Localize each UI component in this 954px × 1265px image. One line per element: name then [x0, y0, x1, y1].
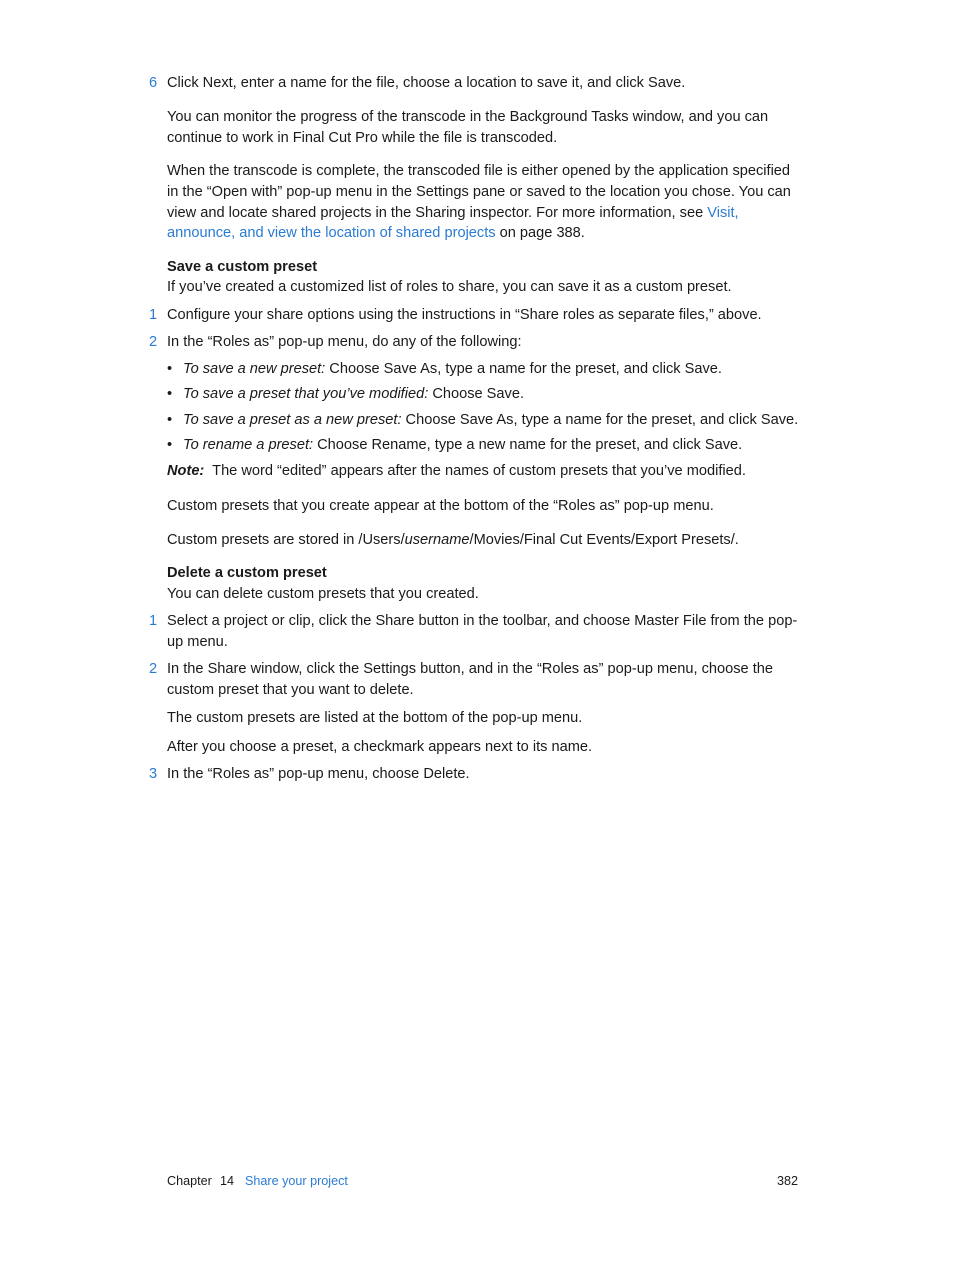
- bullet-lead: To save a preset that you’ve modified:: [183, 386, 429, 402]
- bullet-lead: To save a preset as a new preset:: [183, 412, 402, 428]
- presets-listed-paragraph: The custom presets are listed at the bottom of the pop-up menu.: [167, 710, 583, 726]
- save-preset-intro: If you’ve created a customized list of roles to share, you can save it as a custom preset.: [167, 279, 732, 295]
- delete-step-number-3: 3: [149, 766, 158, 782]
- bullet-item: [183, 384, 799, 405]
- bullet-symbol: •: [167, 437, 173, 453]
- stored-text-after: /Movies/Final Cut Events/Export Presets/.: [469, 532, 739, 548]
- footer-chapter-number: 14: [220, 1174, 235, 1188]
- delete-step-2-text: In the Share window, click the Settings button, and in the “Roles as” pop-up menu, choose the custom preset that you want to delete.: [167, 661, 774, 698]
- transcode-complete-paragraph: [167, 161, 799, 244]
- footer-page-number: 382: [777, 1174, 799, 1188]
- delete-preset-heading: Delete a custom preset: [167, 565, 327, 581]
- save-step-number-2: 2: [149, 334, 158, 350]
- presets-stored-paragraph: [167, 530, 799, 551]
- bullet-symbol: •: [167, 386, 173, 402]
- note-text: The word “edited” appears after the names of custom presets that you’ve modified.: [212, 463, 746, 479]
- save-step-number-1: 1: [149, 307, 158, 323]
- delete-preset-intro: You can delete custom presets that you created.: [167, 586, 479, 602]
- visit-announce-link[interactable]: Visit, announce, and view the location of shared projects: [167, 204, 739, 242]
- bullet-lead: To save a new preset:: [183, 361, 326, 377]
- monitor-paragraph: You can monitor the progress of the transcode in the Background Tasks window, and you can continue to work in Final Cut Pro while the file is transcoded.: [167, 109, 769, 146]
- stored-text-before: Custom presets are stored in /Users/: [167, 532, 405, 548]
- bullet-text: Choose Save.: [428, 386, 524, 402]
- bullet-symbol: •: [167, 361, 173, 377]
- delete-step-1-text: Select a project or clip, click the Share button in the toolbar, and choose Master File from the pop-up menu.: [167, 613, 798, 650]
- save-step-1-text: Configure your share options using the instructions in “Share roles as separate files,” above.: [167, 307, 762, 323]
- checkmark-paragraph: After you choose a preset, a checkmark appears next to its name.: [167, 739, 593, 755]
- bullet-text: Choose Save As, type a name for the preset, and click Save.: [325, 361, 722, 377]
- stored-username: username: [404, 532, 470, 548]
- bullet-text: Choose Save As, type a name for the preset, and click Save.: [401, 412, 799, 428]
- step-6-text: Click Next, enter a name for the file, choose a location to save it, and click Save.: [167, 75, 686, 91]
- footer-chapter-label: Chapter: [167, 1174, 212, 1188]
- bullet-symbol: •: [167, 412, 173, 428]
- note-paragraph: [167, 461, 799, 482]
- note-label: Note:: [167, 463, 205, 479]
- complete-text-before: When the transcode is complete, the transcoded file is either opened by the application specified in the “Open with” pop-up menu in the Settings pane or saved to the location you chose. You can view and locate shared projects in the Sharing inspector. For more information, see: [167, 163, 791, 221]
- delete-step-number-1: 1: [149, 613, 158, 629]
- step-number-6: 6: [149, 75, 158, 91]
- footer-chapter-link[interactable]: Share your project: [245, 1174, 348, 1188]
- complete-text-after: on page 388.: [495, 225, 585, 242]
- delete-step-number-2: 2: [149, 661, 158, 677]
- save-preset-heading: Save a custom preset: [167, 259, 318, 275]
- presets-bottom-paragraph: Custom presets that you create appear at the bottom of the “Roles as” pop-up menu.: [167, 498, 714, 514]
- bullet-lead: To rename a preset:: [183, 437, 314, 453]
- delete-step-3-text: In the “Roles as” pop-up menu, choose Delete.: [167, 766, 470, 782]
- bullet-item: [183, 435, 799, 456]
- bullet-item: [183, 359, 799, 380]
- bullet-text: Choose Rename, type a new name for the preset, and click Save.: [313, 437, 743, 453]
- save-step-2-text: In the “Roles as” pop-up menu, do any of the following:: [167, 334, 522, 350]
- bullet-item: [183, 410, 799, 431]
